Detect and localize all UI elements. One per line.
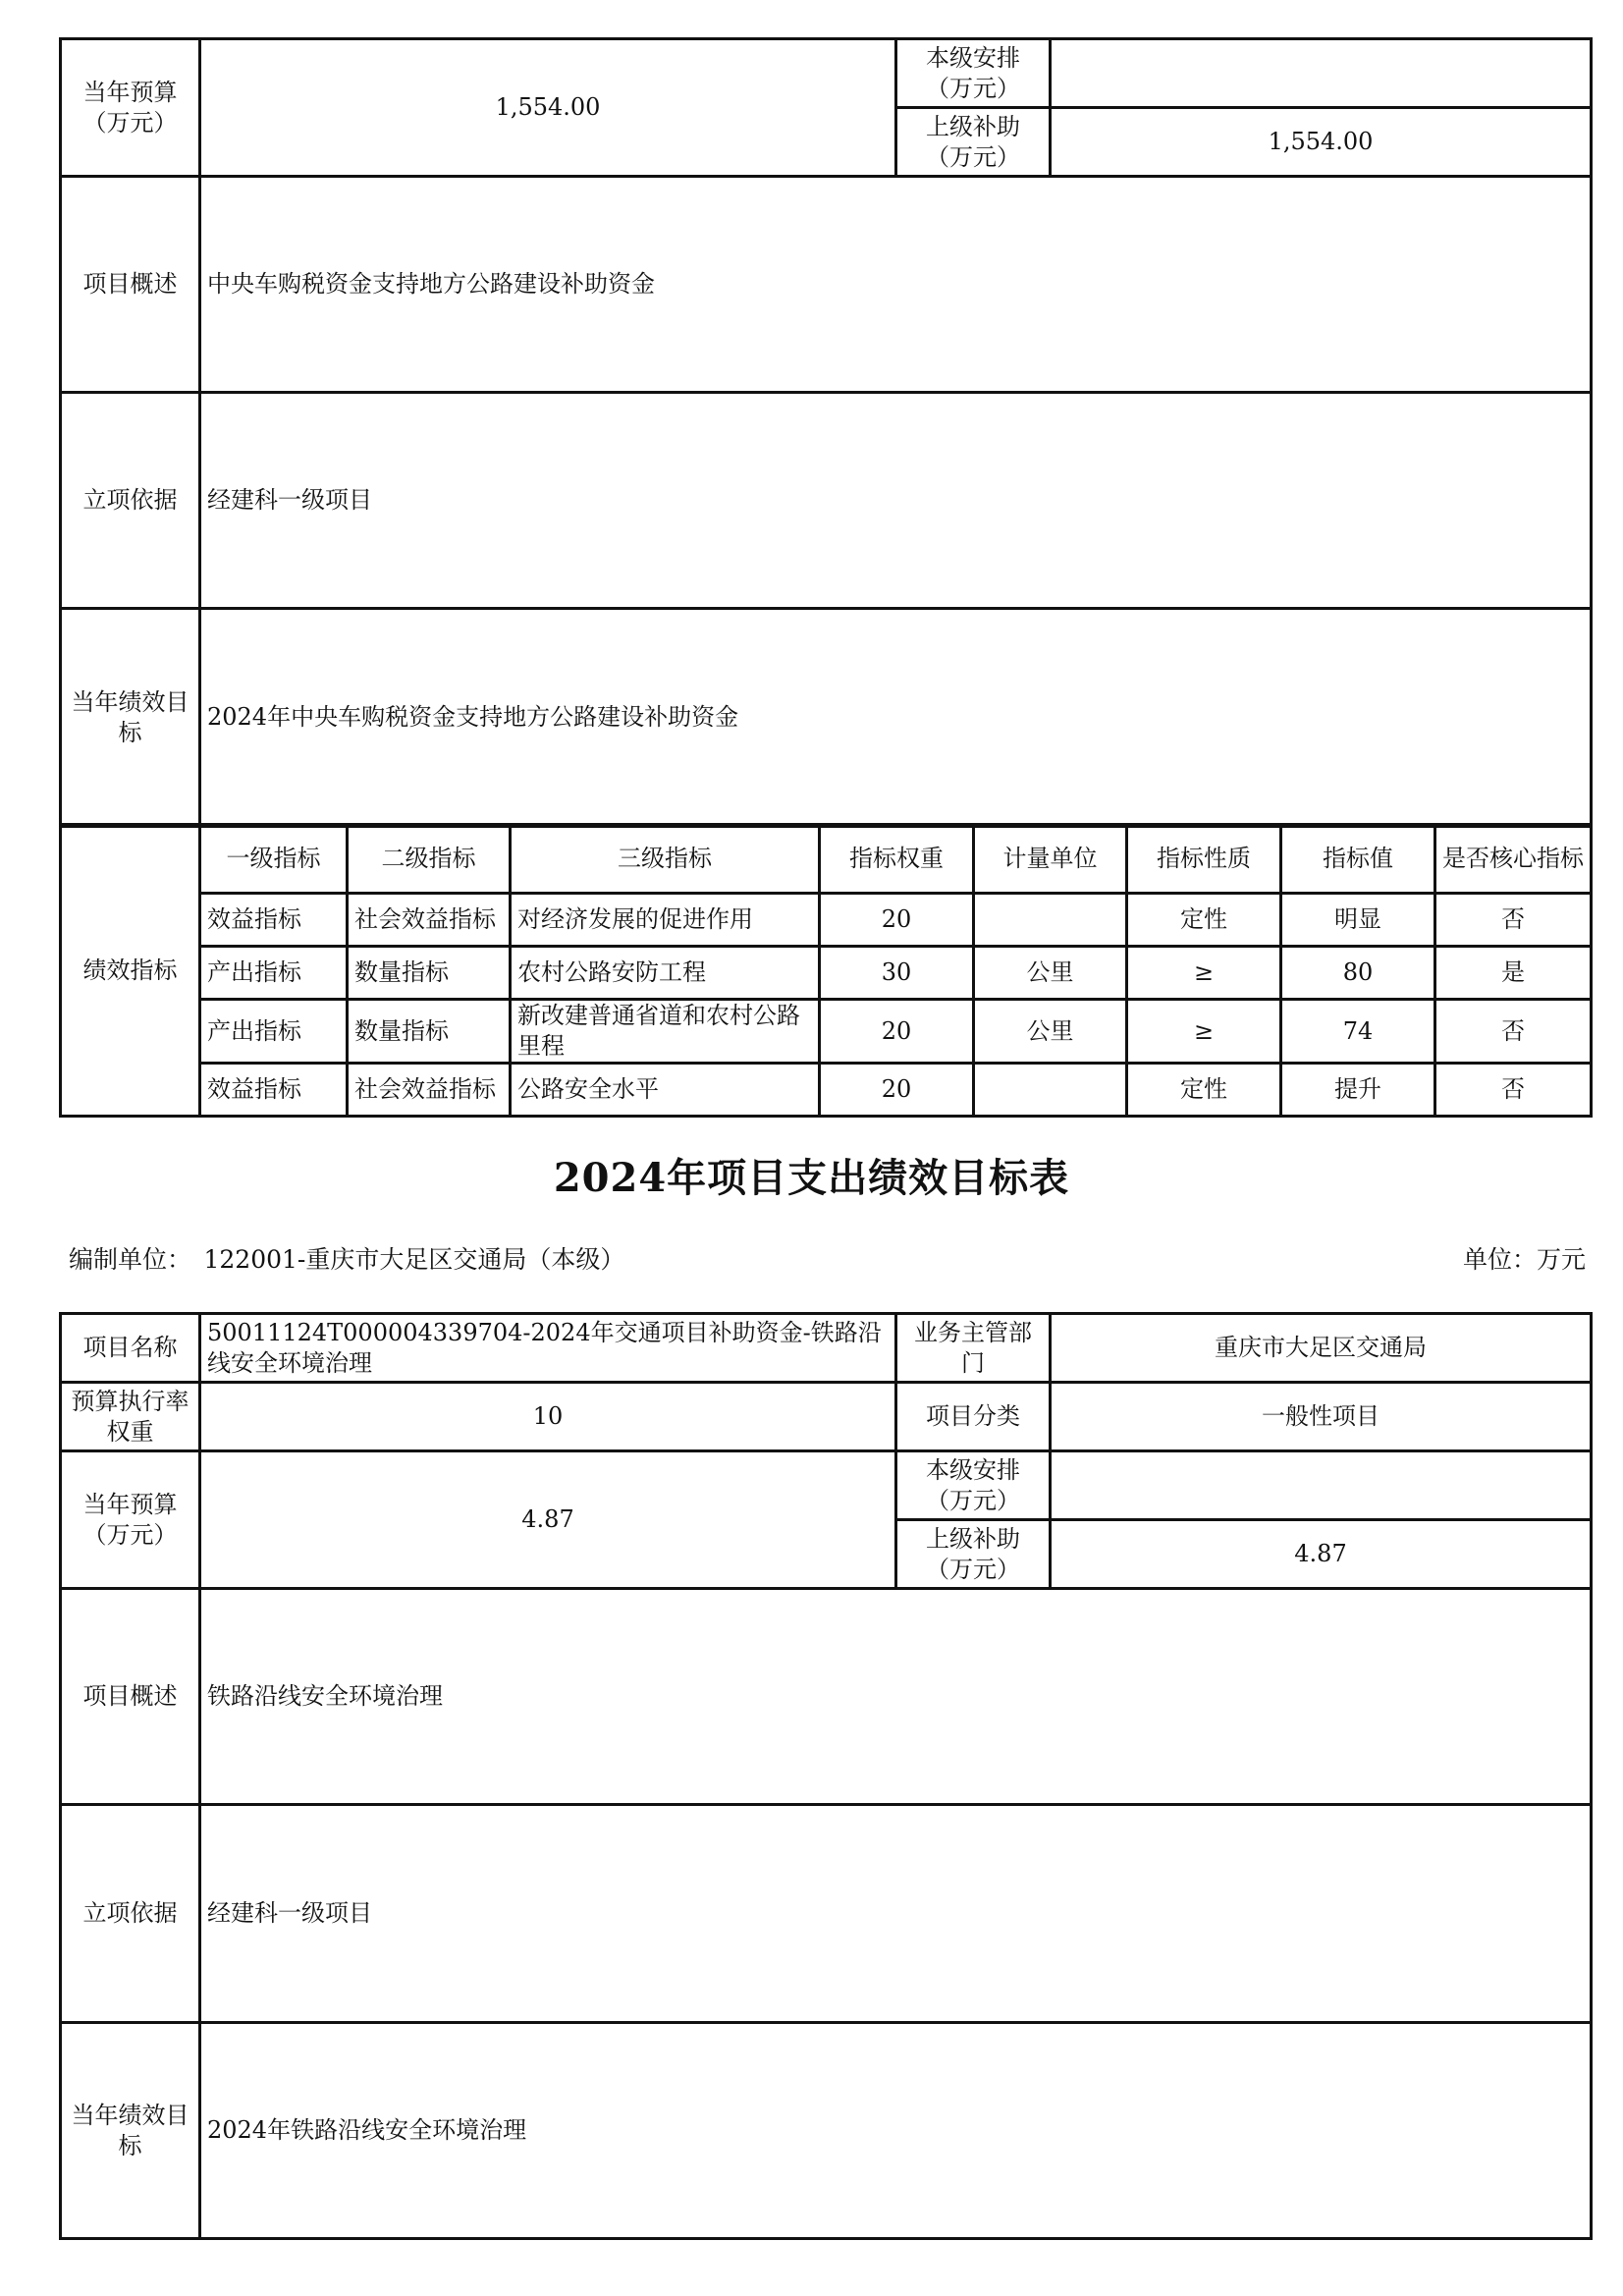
block2-table — [59, 1312, 1593, 2240]
local-value — [1051, 39, 1592, 108]
perf-cell: 产出指标 — [200, 1000, 348, 1064]
perf-header: 二级指标 — [348, 825, 511, 894]
perf-cell: 数量指标 — [348, 1000, 511, 1064]
perf-header: 指标值 — [1281, 825, 1435, 894]
perf-cell: 20 — [820, 1064, 974, 1117]
perf-cell: 20 — [820, 894, 974, 947]
superior-value: 1,554.00 — [1051, 108, 1592, 177]
perf-cell: 社会效益指标 — [348, 894, 511, 947]
perf-cell: 效益指标 — [200, 894, 348, 947]
perf-header: 一级指标 — [200, 825, 348, 894]
compiling-unit: 编制单位： 122001-重庆市大足区交通局（本级） — [69, 1245, 625, 1274]
basis-value: 经建科一级项目 — [200, 1805, 1592, 2023]
perf-cell: 74 — [1281, 1000, 1435, 1064]
table-row — [61, 947, 1592, 1000]
perf-header: 指标权重 — [820, 825, 974, 894]
perf-header: 三级指标 — [511, 825, 820, 894]
perf-cell: 明显 — [1281, 894, 1435, 947]
category-value: 一般性项目 — [1051, 1383, 1592, 1451]
perf-header: 计量单位 — [974, 825, 1127, 894]
perf-cell: 否 — [1435, 894, 1592, 947]
superior-label: 上级补助 （万元） — [896, 1520, 1051, 1589]
perf-cell — [974, 1064, 1127, 1117]
perf-cell: 否 — [1435, 1000, 1592, 1064]
perf-cell: 效益指标 — [200, 1064, 348, 1117]
perf-cell: 社会效益指标 — [348, 1064, 511, 1117]
local-label: 本级安排 （万元） — [896, 1451, 1051, 1520]
budget-value: 4.87 — [200, 1451, 896, 1589]
perf-cell: 20 — [820, 1000, 974, 1064]
weight-label: 预算执行率权重 — [61, 1383, 200, 1451]
dept-value: 重庆市大足区交通局 — [1051, 1314, 1592, 1383]
budget-value: 1,554.00 — [200, 39, 896, 177]
perf-cell: 公里 — [974, 1000, 1127, 1064]
perf-cell: 数量指标 — [348, 947, 511, 1000]
project-name-label: 项目名称 — [61, 1314, 200, 1383]
perf-cell: ≥ — [1127, 1000, 1281, 1064]
perf-cell: 提升 — [1281, 1064, 1435, 1117]
perf-cell: 定性 — [1127, 1064, 1281, 1117]
perf-header: 是否核心指标 — [1435, 825, 1592, 894]
perf-cell: 定性 — [1127, 894, 1281, 947]
dept-label: 业务主管部门 — [896, 1314, 1051, 1383]
perf-cell: 80 — [1281, 947, 1435, 1000]
page-title: 2024年项目支出绩效目标表 — [553, 1155, 1070, 1201]
basis-label: 立项依据 — [61, 393, 200, 609]
currency-unit: 单位：万元 — [1462, 1245, 1586, 1274]
superior-value: 4.87 — [1051, 1520, 1592, 1589]
perf-cell: 30 — [820, 947, 974, 1000]
table-row — [61, 1064, 1592, 1117]
superior-label: 上级补助 （万元） — [896, 108, 1051, 177]
budget-label: 当年预算 （万元） — [61, 39, 200, 177]
project-name-value: 50011124T000004339704-2024年交通项目补助资金-铁路沿线安全环境治理 — [200, 1314, 896, 1383]
category-label: 项目分类 — [896, 1383, 1051, 1451]
perf-cell: 是 — [1435, 947, 1592, 1000]
weight-value: 10 — [200, 1383, 896, 1451]
perf-cell — [974, 894, 1127, 947]
block1-budget-table — [59, 37, 1593, 828]
basis-label: 立项依据 — [61, 1805, 200, 2023]
goal-label: 当年绩效目标 — [61, 609, 200, 827]
budget-label: 当年预算 （万元） — [61, 1451, 200, 1589]
local-label: 本级安排 （万元） — [896, 39, 1051, 108]
overview-value: 中央车购税资金支持地方公路建设补助资金 — [200, 177, 1592, 393]
perf-cell: ≥ — [1127, 947, 1281, 1000]
goal-value: 2024年铁路沿线安全环境治理 — [200, 2023, 1592, 2239]
local-value — [1051, 1451, 1592, 1520]
overview-value: 铁路沿线安全环境治理 — [200, 1589, 1592, 1805]
perf-indicator-table — [59, 823, 1593, 1118]
perf-header: 指标性质 — [1127, 825, 1281, 894]
perf-cell: 否 — [1435, 1064, 1592, 1117]
basis-value: 经建科一级项目 — [200, 393, 1592, 609]
perf-cell: 产出指标 — [200, 947, 348, 1000]
perf-cell: 公路安全水平 — [511, 1064, 820, 1117]
goal-label: 当年绩效目标 — [61, 2023, 200, 2239]
perf-cell: 新改建普通省道和农村公路里程 — [511, 1000, 820, 1064]
overview-label: 项目概述 — [61, 1589, 200, 1805]
perf-cell: 农村公路安防工程 — [511, 947, 820, 1000]
overview-label: 项目概述 — [61, 177, 200, 393]
perf-label: 绩效指标 — [61, 825, 200, 1117]
perf-cell: 公里 — [974, 947, 1127, 1000]
goal-value: 2024年中央车购税资金支持地方公路建设补助资金 — [200, 609, 1592, 827]
table-row — [61, 1000, 1592, 1064]
perf-cell: 对经济发展的促进作用 — [511, 894, 820, 947]
table-row — [61, 894, 1592, 947]
